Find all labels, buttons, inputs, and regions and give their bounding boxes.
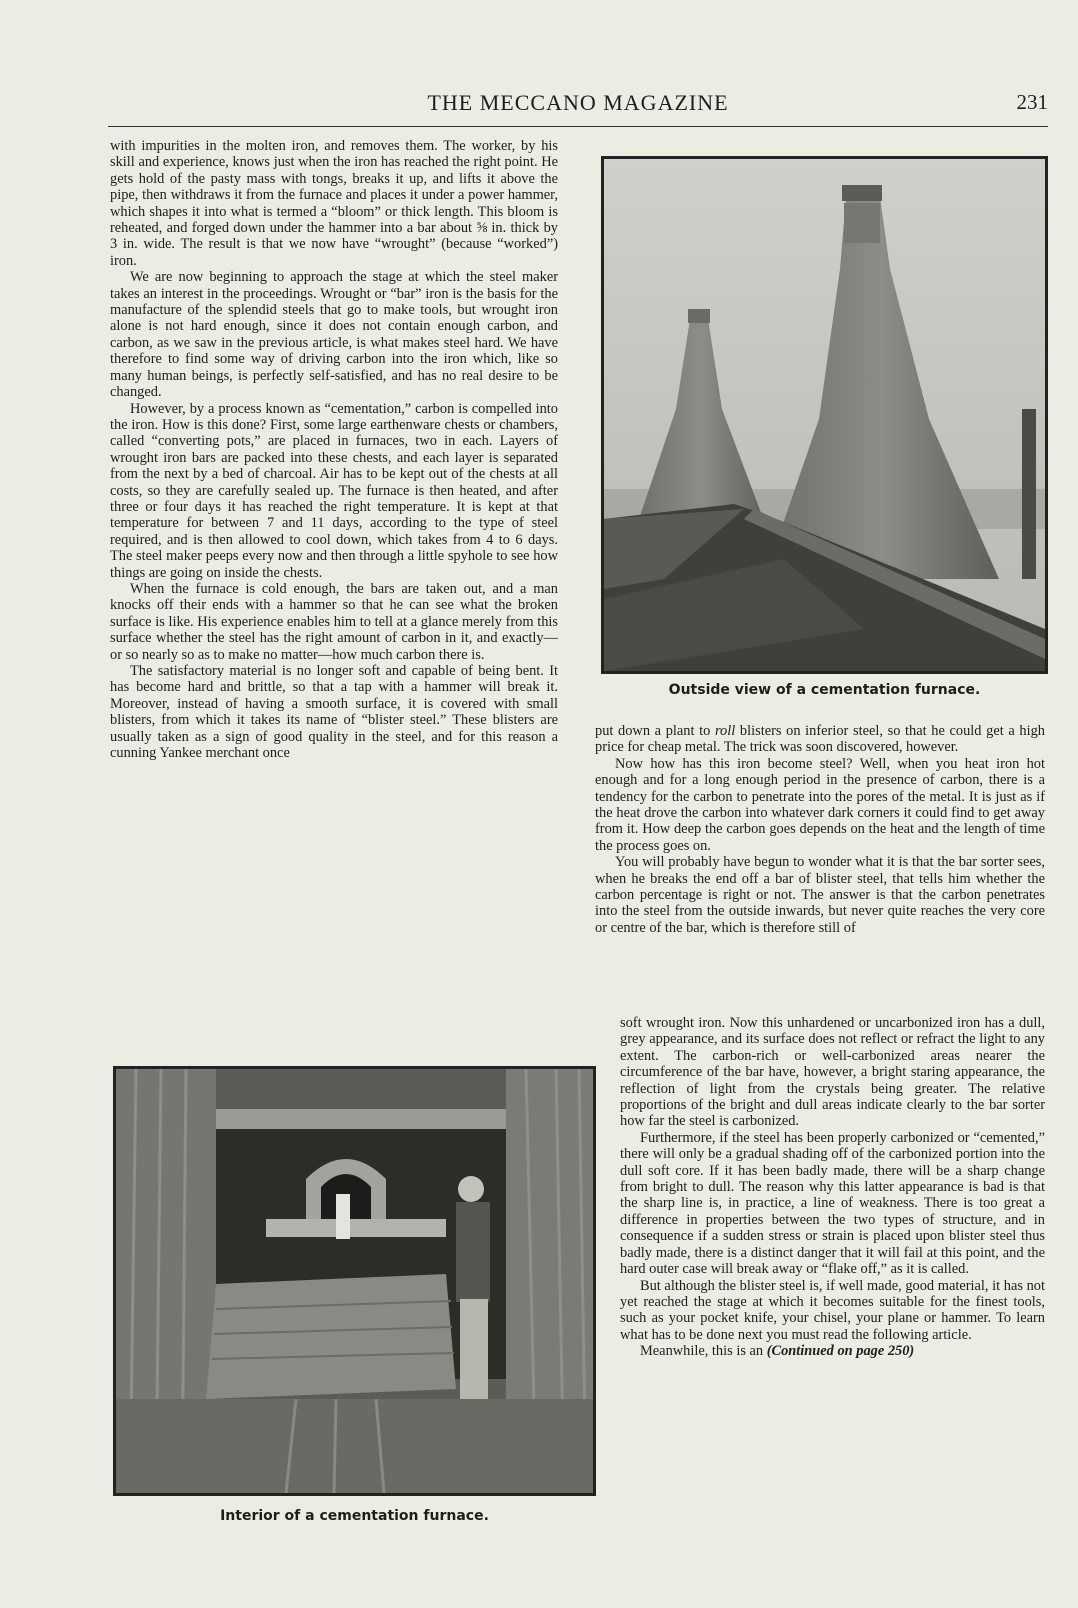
text-run: blisters on inferior steel, so that he could get a high price for cheap metal. The trick was soon discovered, however. [595,723,1045,756]
page-number: 231 [1016,90,1048,114]
paragraph: When the furnace is cold enough, the bars are taken out, and a man knocks off their ends with a hammer so that he can see what the broken surface is like. His experience enables him to tell at a glance merely from this surface whether the steel has the right amount of carbon in it, and exactly—or so nearly so as to make no matter—how much carbon there is. [110,580,558,663]
right-column-bottom [620,1015,1045,1360]
paragraph: However, by a process known as “cementation,” carbon is compelled into the iron. How is this done? First, some large earthenware chests or chambers, called “converting pots,” are placed in furnaces, two in each. Layers of wrought iron bars are packed into these chests, and each layer is separated from the next by a bed of charcoal. Air has to be kept out of the chests at all costs, so they are carefully sealed up. The furnace is then heated, and after three or four days it has reached the right temperature. It is kept at that temperature for between 7 and 11 days, according to the type of steel required, and is then allowed to cool down, which takes from 4 to 6 days. The steel maker peeps every now and then through a little spyhole to see how things are going on inside the chests. [110,400,558,581]
emphasis: roll [714,723,736,739]
paragraph: Now how has this iron become steel? Well, when you heat iron hot enough and for a long enough period in the presence of carbon, there is a tendency for the carbon to penetrate into the pores of the metal. It is just as if the heat drove the carbon into whatever dark corners it could find to get away from it. How deep the carbon goes depends on the heat and the length of time the process goes on. [595,755,1045,854]
kilns-illustration [604,159,1045,671]
furnace-interior-photo [113,1066,596,1496]
paragraph [595,723,1045,756]
continued-note: (Continued on page 250) [766,1343,915,1360]
paragraph: But although the blister steel is, if well made, good material, it has not yet reached the stage at which it becomes suitable for the finest tools, such as your pocket knife, your chisel, your plane or hammer. To learn what has to be done next you must read the following article. [620,1277,1045,1343]
left-column [110,138,558,761]
text-run: put down a plant to [595,723,715,739]
paragraph: Furthermore, if the steel has been properly carbonized or “cemented,” there will only be a gradual shading off of the carbonized portion into the dull soft core. If it has been badly made, there will be a sharp change from bright to dull. The reason why this latter appearance is bad is that the sharp line is, in practice, a line of weakness. There is too great a difference in properties between the two types of structure, and in consequence if a sudden stress or strain is placed upon blister steel thus badly made, there is a distinct danger that it will fail at this point, and the hard outer case will break away or “flake off,” as it is called. [620,1129,1045,1278]
paragraph [620,1343,1045,1359]
paragraph: You will probably have begun to wonder what it is that the bar sorter sees, when he breaks the end off a bar of blister steel, that tells him whether the carbon percentage is right or not. The answer is that the carbon penetrates into the steel from the outside inwards, but never quite reaches the very core or centre of the bar, which is therefore still of [595,854,1045,936]
paragraph: The satisfactory material is no longer soft and capable of being bent. It has become hard and brittle, so that a tap with a hammer will break it. Moreover, instead of having a smooth surface, it is covered with small blisters, from which it takes its name of “blister steel.” These blisters are usually taken as a sign of good quality in the steel, and for this reason a cunning Yankee merchant once [110,663,558,762]
text-run: Meanwhile, this is an [640,1343,767,1360]
magazine-title: THE MECCANO MAGAZINE [427,90,729,115]
kilns-caption: Outside view of a cementation furnace. [668,682,981,698]
page-header [108,90,1048,127]
paragraph: soft wrought iron. Now this unhardened or uncarbonized iron has a dull, grey appearance, and its surface does not reflect or refract the light to any extent. The carbon-rich or well-carbonized areas nearer the circumference of the bar have, however, a bright staring appearance, the reflection of light from the crystals being greater. The relative proportions of the bright and dull areas indicate clearly to the bar sorter how far the steel is carbonized. [620,1015,1045,1130]
right-column-top [595,723,1045,936]
kilns-photo [601,156,1048,674]
furnace-interior-illustration [116,1069,593,1493]
interior-caption: Interior of a cementation furnace. [220,1508,489,1524]
paragraph: with impurities in the molten iron, and removes them. The worker, by his skill and experience, knows just when the iron has reached the right point. He gets hold of the pasty mass with tongs, breaks it up, and lifts it above the pipe, then withdraws it from the furnace and places it under a power hammer, which shapes it into what is termed a “bloom” or thick length. This bloom is reheated, and forged down under the hammer into a bar about ⅝ in. thick by 3 in. wide. The result is that we now have “wrought” (because “worked”) iron. [110,138,558,269]
paragraph: We are now beginning to approach the stage at which the steel maker takes an interest in the proceedings. Wrought or “bar” iron is the basis for the manufacture of the splendid steels that go to make tools, but wrought iron alone is not hard enough, since it does not contain enough carbon, and carbon, as we saw in the previous article, is what makes steel hard. We have therefore to find some way of driving carbon into the iron which, like so many human beings, is perfectly self-satisfied, and has no real desire to be changed. [110,269,558,401]
